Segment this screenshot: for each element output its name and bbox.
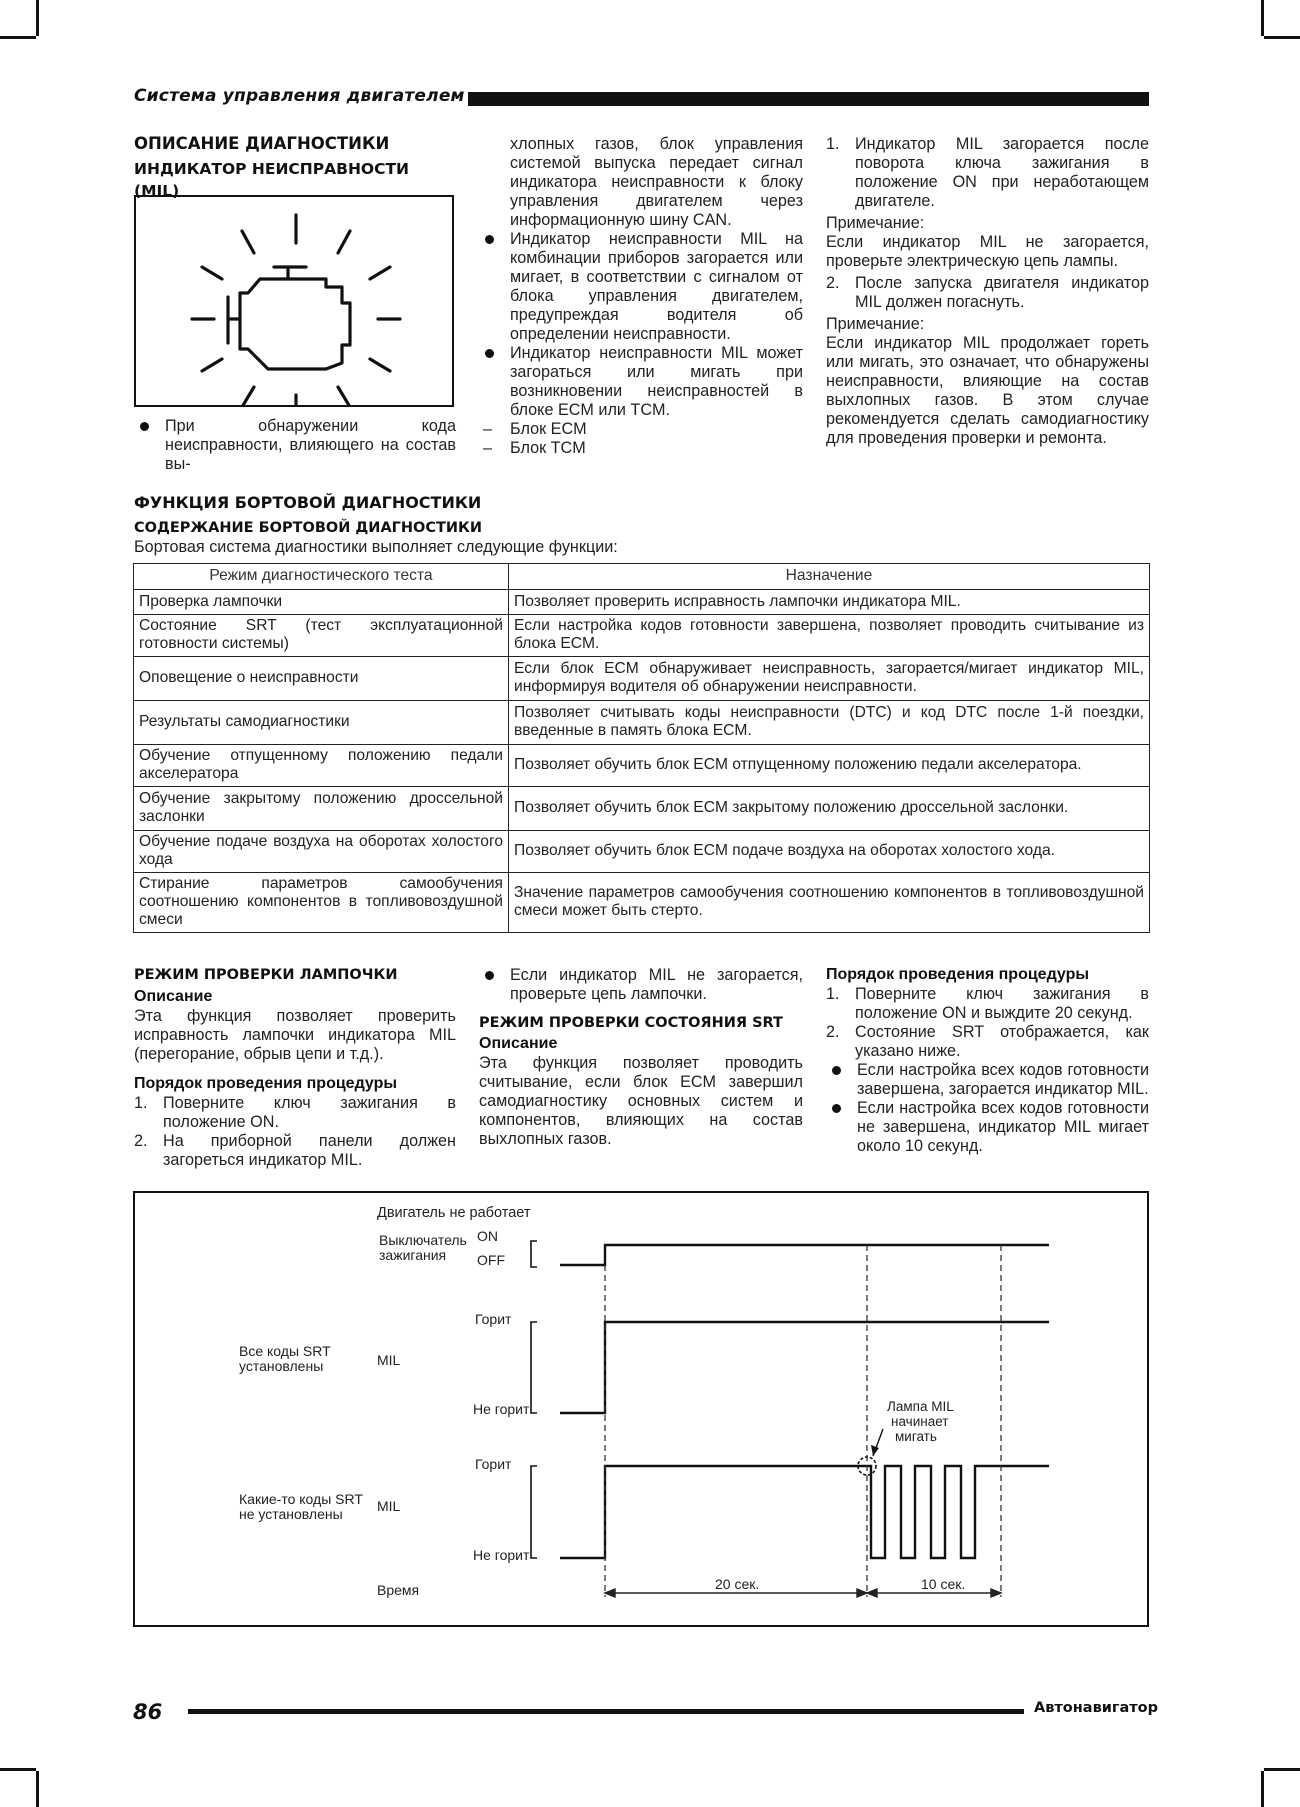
- subsection-heading: РЕЖИМ ПРОВЕРКИ СОСТОЯНИЯ SRT: [479, 1015, 783, 1031]
- description-label: Описание: [134, 988, 213, 1005]
- table-header-cell: Режим диагностического теста: [134, 564, 509, 590]
- crop-mark: [1264, 1768, 1300, 1771]
- numbered-step: 1. Поверните ключ зажигания в положение ON.: [134, 1094, 456, 1131]
- bullet-item: Если настройка всех кодов готовности завершена, загорается индикатор MIL.: [826, 1061, 1149, 1099]
- table-cell-purpose: Значение параметров самообучения соотношению компонентов в топливовоздушной смеси может быть стерто.: [509, 873, 1150, 933]
- ignition-label: зажигания: [379, 1247, 447, 1263]
- table-row: [134, 590, 1150, 615]
- table-cell-mode: Состояние SRT (тест эксплуатационной готовности системы): [134, 615, 509, 657]
- unlit-label: Не горит: [473, 1547, 530, 1563]
- all-srt-set-label: Все коды SRT: [239, 1343, 331, 1359]
- subsection-heading: РЕЖИМ ПРОВЕРКИ ЛАМПОЧКИ: [134, 967, 398, 983]
- lamp-check-column: [134, 965, 456, 1170]
- mil-all-set-signal-line: [560, 1322, 1049, 1413]
- interval-10s-label: 10 сек.: [921, 1576, 966, 1592]
- table-cell-mode: Обучение отпущенному положению педали акселератора: [134, 745, 509, 787]
- srt-procedure-column: [826, 965, 1149, 1156]
- table-row: [134, 831, 1150, 873]
- srt-check-column: [479, 966, 803, 1149]
- section-heading: ФУНКЦИЯ БОРТОВОЙ ДИАГНОСТИКИ: [134, 493, 482, 512]
- table-cell-purpose: Позволяет обучить блок ECM отпущенному положению педали акселератора.: [509, 745, 1150, 787]
- ignition-label: Выключатель: [379, 1232, 467, 1248]
- numbered-step: 1. Индикатор MIL загорается после поворота ключа зажигания в положение ON при неработающем двигателе.: [826, 135, 1149, 210]
- srt-timing-diagram: [133, 1191, 1149, 1627]
- diag-column-3: [826, 135, 1149, 448]
- table-header-cell: Назначение: [509, 564, 1150, 590]
- numbered-step: 1. Поверните ключ зажигания в положение ON и выждите 20 секунд.: [826, 985, 1149, 1022]
- all-srt-set-label: установлены: [239, 1358, 324, 1374]
- table-cell-purpose: Если блок ECM обнаруживает неисправность, загорается/мигает индикатор MIL, информируя водителя об обнаружении неисправности.: [509, 657, 1150, 701]
- blink-start-label: Лампа MIL: [887, 1399, 954, 1414]
- note-label: Примечание:: [826, 214, 925, 232]
- section-heading: ОПИСАНИЕ ДИАГНОСТИКИ: [134, 134, 390, 153]
- numbered-step: 2. На приборной панели должен загореться индикатор MIL.: [134, 1132, 456, 1169]
- procedure-label: Порядок проведения процедуры: [134, 1075, 398, 1092]
- time-axis-label: Время: [377, 1582, 420, 1598]
- table-row: [134, 873, 1150, 933]
- mil-label: MIL: [377, 1498, 401, 1514]
- table-row: [134, 745, 1150, 787]
- table-cell-mode: Оповещение о неисправности: [134, 657, 509, 701]
- mil-some-not-set-signal-line: [560, 1466, 1049, 1558]
- diag-column-2: [479, 135, 803, 458]
- table-cell-mode: Проверка лампочки: [134, 590, 509, 615]
- table-cell-purpose: Позволяет обучить блок ECM подаче воздуха на оборотах холостого хода.: [509, 831, 1150, 873]
- diag-column-1: [134, 132, 456, 202]
- crop-mark: [36, 1771, 39, 1807]
- table-row: [134, 701, 1150, 745]
- table-row: [134, 615, 1150, 657]
- note-text: Если индикатор MIL не загорается, проверьте электрическую цепь лампы.: [826, 233, 1149, 270]
- mil-illustration: [134, 195, 454, 407]
- page-number: 86: [133, 1700, 163, 1724]
- header-rule: [468, 92, 1149, 106]
- blink-start-label: мигать: [895, 1429, 937, 1444]
- intro-text: Бортовая система диагностики выполняет следующие функции:: [134, 538, 618, 556]
- ignition-signal-line: [560, 1245, 1049, 1265]
- running-header-title: Система управления двигателем: [134, 86, 465, 106]
- bullet-item: Индикатор неисправности MIL может загораться или мигать при возникновении неисправностей в блоке ECM или TCM.: [479, 344, 803, 420]
- obd-functions-table: [133, 563, 1150, 933]
- lit-label: Горит: [475, 1456, 512, 1472]
- on-label: ON: [477, 1228, 498, 1244]
- note-text: Если индикатор MIL продолжает гореть или мигать, это означает, что обнаружены неисправности, влияющие на состав выхлопных газов. В этом случае рекомендуется сделать самодиагностику для проведения проверки и ремонта.: [826, 334, 1149, 447]
- obd-section: [134, 491, 1150, 556]
- some-srt-not-set-label: Какие-то коды SRT: [239, 1491, 363, 1507]
- unlit-label: Не горит: [473, 1401, 530, 1417]
- table-row: [134, 787, 1150, 831]
- crop-mark: [1264, 36, 1300, 39]
- table-cell-mode: Стирание параметров самообучения соотношению компонентов в топливовоздушной смеси: [134, 873, 509, 933]
- engine-warning-icon: [136, 197, 452, 405]
- lit-label: Горит: [475, 1311, 512, 1327]
- table-cell-purpose: Позволяет считывать коды неисправности (DTC) и код DTC после 1-й поездки, введенные в память блока ECM.: [509, 701, 1150, 745]
- diag-column-1-bottom: [134, 417, 456, 474]
- table-cell-mode: Обучение закрытому положению дроссельной заслонки: [134, 787, 509, 831]
- bullet-item: Индикатор неисправности MIL на комбинации приборов загорается или мигает, в соответствии с сигналом от блока управления двигателем, предупреждая водителя об определении неисправности.: [479, 230, 803, 344]
- crop-mark: [36, 0, 39, 36]
- dash-item: – Блок TCM: [479, 439, 803, 458]
- numbered-step: 2. Состояние SRT отображается, как указано ниже.: [826, 1023, 1149, 1060]
- numbered-step: 2. После запуска двигателя индикатор MIL должен погаснуть.: [826, 274, 1149, 311]
- table-row: [134, 657, 1150, 701]
- crop-mark: [1261, 1771, 1264, 1807]
- subsection-heading: СОДЕРЖАНИЕ БОРТОВОЙ ДИАГНОСТИКИ: [134, 520, 483, 536]
- note-label: Примечание:: [826, 315, 925, 333]
- table-cell-mode: Результаты самодиагностики: [134, 701, 509, 745]
- subsection-heading: ИНДИКАТОР НЕИСПРАВНОСТИ (MIL): [134, 160, 410, 200]
- crop-mark: [0, 1768, 36, 1771]
- interval-20s-label: 20 сек.: [715, 1576, 760, 1592]
- mil-label: MIL: [377, 1352, 401, 1368]
- blink-start-label: начинает: [891, 1414, 949, 1429]
- table-cell-mode: Обучение подаче воздуха на оборотах холостого хода: [134, 831, 509, 873]
- bullet-item: Если индикатор MIL не загорается, проверьте цепь лампочки.: [479, 966, 803, 1004]
- bullet-item: При обнаружении кода неисправности, влияющего на состав вы-: [134, 417, 456, 474]
- table-cell-purpose: Позволяет обучить блок ECM закрытому положению дроссельной заслонки.: [509, 787, 1150, 831]
- table-cell-purpose: Если настройка кодов готовности завершена, позволяет проводить считывание из блока ECM.: [509, 615, 1150, 657]
- table-cell-purpose: Позволяет проверить исправность лампочки индикатора MIL.: [509, 590, 1150, 615]
- crop-mark: [0, 36, 36, 39]
- description-text: Эта функция позволяет проверить исправность лампочки индикатора MIL (перегорание, обрыв цепи и т.д.).: [134, 1007, 456, 1063]
- procedure-label: Порядок проведения процедуры: [826, 966, 1090, 983]
- dash-item: – Блок ECM: [479, 420, 803, 439]
- description-label: Описание: [479, 1035, 558, 1052]
- table-header-row: [134, 564, 1150, 590]
- publisher-brand: Автонавигатор: [1034, 1700, 1159, 1716]
- bullet-item: Если настройка всех кодов готовности не завершена, индикатор MIL мигает около 10 секунд.: [826, 1099, 1149, 1156]
- engine-off-label: Двигатель не работает: [377, 1205, 531, 1221]
- footer-rule: [188, 1709, 1024, 1714]
- crop-mark: [1261, 0, 1264, 36]
- off-label: OFF: [477, 1252, 505, 1268]
- some-srt-not-set-label: не установлены: [239, 1506, 343, 1522]
- description-text: Эта функция позволяет проводить считывание, если блок ECM завершил самодиагностику основных систем и компонентов, влияющих на состав выхлопных газов.: [479, 1054, 803, 1148]
- paragraph: хлопных газов, блок управления системой выпуска передает сигнал индикатора неисправности к блоку управления двигателем через информационную шину CAN.: [510, 135, 803, 229]
